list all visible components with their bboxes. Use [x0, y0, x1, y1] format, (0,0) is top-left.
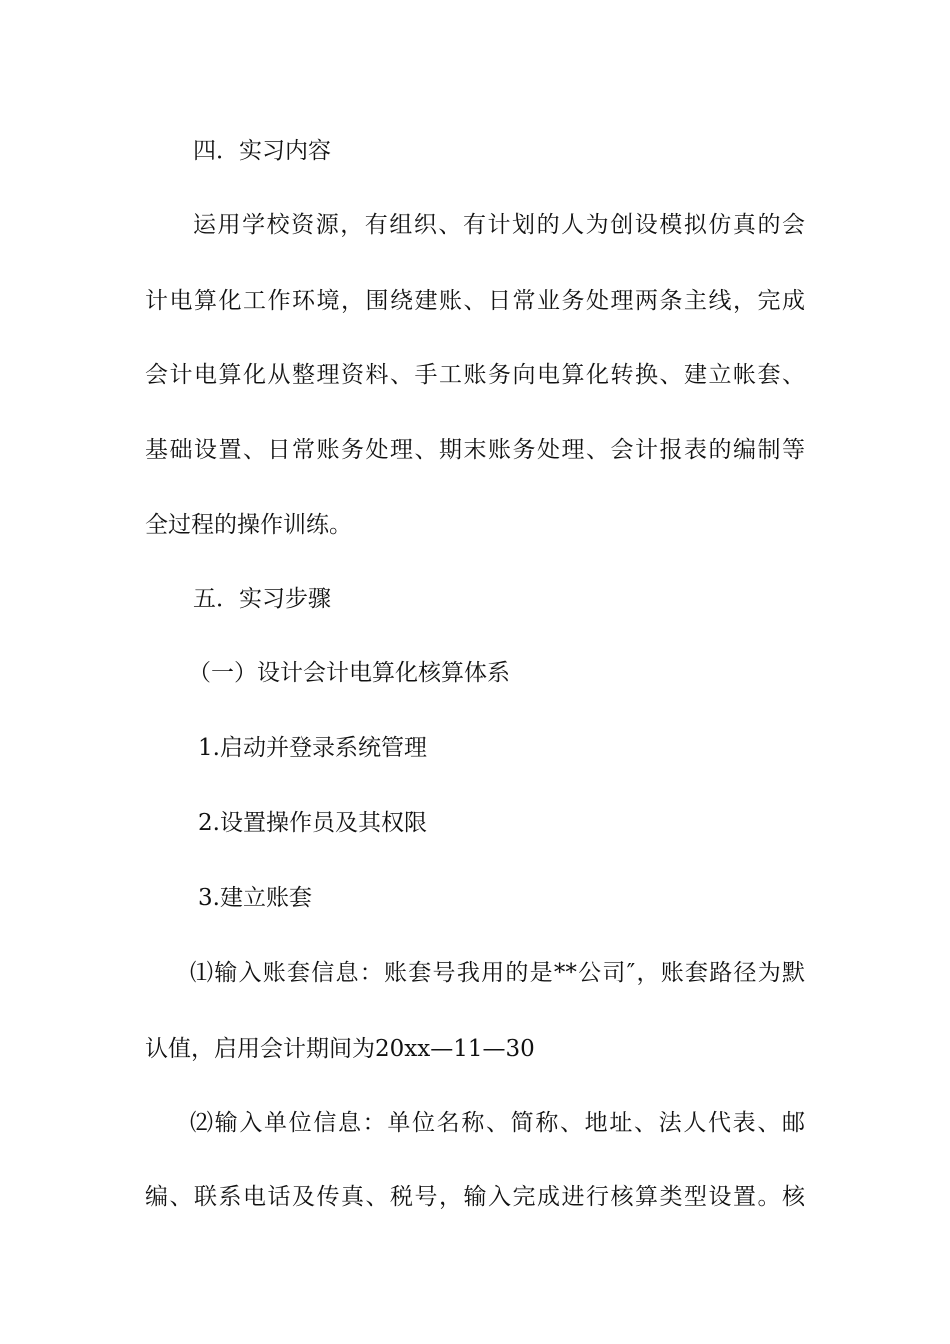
step-item: 3.建立账套	[198, 885, 312, 911]
section5-heading: 五．实习步骤	[193, 586, 331, 612]
section4-body-line: 计电算化工作环境，围绕建账、日常业务处理两条主线，完成	[145, 288, 805, 314]
section4-body-line: 会计电算化从整理资料、手工账务向电算化转换、建立帐套、	[145, 362, 805, 388]
account-info-line: ⑴输入账套信息：账套号我用的是**公司″，账套路径为默	[190, 960, 805, 986]
subsection1-heading: （一）设计会计电算化核算体系	[188, 660, 510, 686]
step-item: 2.设置操作员及其权限	[198, 810, 427, 836]
unit-info-line: ⑵输入单位信息：单位名称、简称、地址、法人代表、邮	[190, 1110, 805, 1136]
account-info-line: 认值，启用会计期间为20xx—11—30	[145, 1036, 535, 1062]
step-item: 1.启动并登录系统管理	[198, 735, 427, 761]
unit-info-line: 编、联系电话及传真、税号，输入完成进行核算类型设置。核	[145, 1184, 805, 1210]
section4-body-line: 运用学校资源，有组织、有计划的人为创设模拟仿真的会	[193, 212, 805, 238]
section4-body-line: 全过程的操作训练。	[145, 512, 352, 538]
section4-heading: 四．实习内容	[193, 138, 331, 164]
section4-body-line: 基础设置、日常账务处理、期末账务处理、会计报表的编制等	[145, 437, 805, 463]
